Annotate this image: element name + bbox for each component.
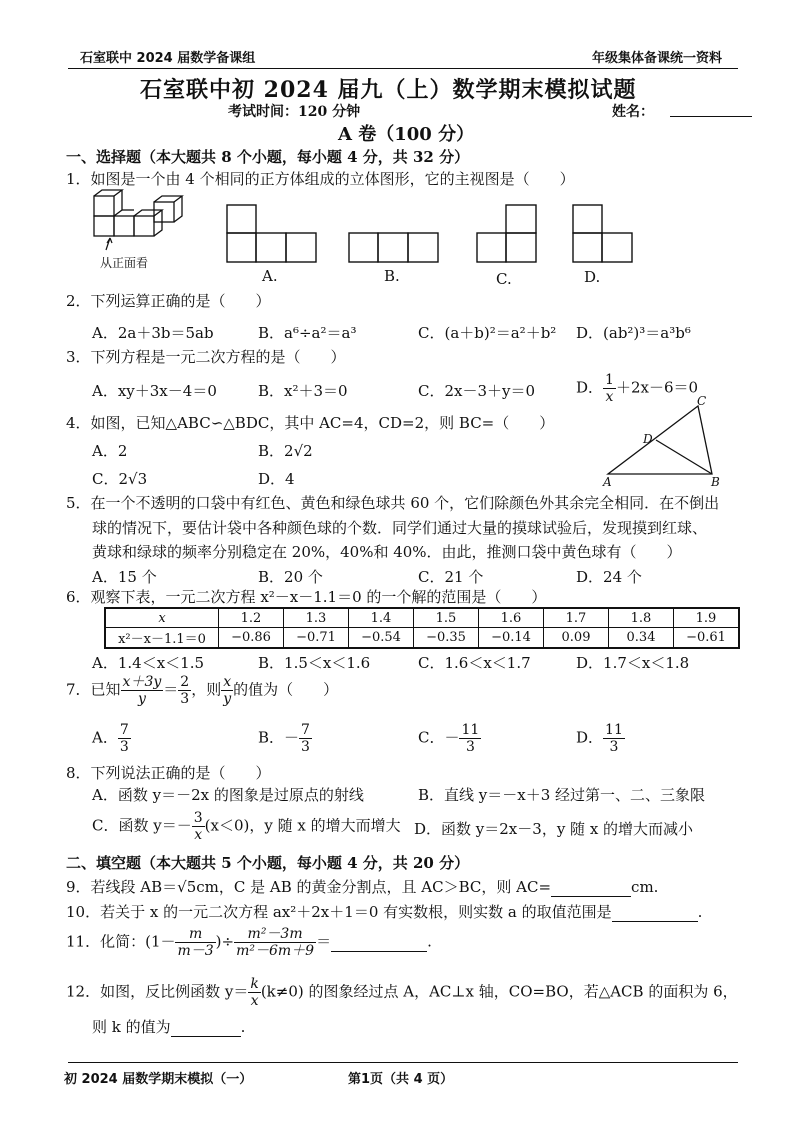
footer-page-number: 第1页（共 4 页） — [348, 1072, 454, 1087]
q4-point-c: C — [697, 394, 707, 408]
q3-option-b[interactable]: B．x²＋3＝0 — [258, 382, 348, 400]
table-cell: 1.2 — [219, 608, 284, 628]
q10-post: . — [697, 903, 703, 921]
name-blank[interactable] — [670, 116, 752, 117]
q7-d-den: 3 — [609, 739, 619, 755]
q12-line2-post: . — [240, 1018, 246, 1036]
q7-option-d[interactable] — [576, 722, 625, 755]
table-cell: 1.3 — [284, 608, 349, 628]
q8-stem: 8．下列说法正确的是（ ） — [66, 764, 271, 782]
table-cell: 0.09 — [544, 628, 609, 649]
q4-point-d: D — [643, 432, 653, 446]
q4-triangle-figure — [600, 396, 720, 484]
q11-end: . — [427, 932, 432, 951]
q6-value-table — [104, 607, 740, 649]
table-row — [105, 608, 739, 628]
q7-a-label: A． — [92, 728, 118, 747]
q1-option-a-figure — [226, 204, 318, 264]
q11-frac2-den: m²－6m＋9 — [236, 943, 315, 959]
q9-answer-blank[interactable] — [551, 878, 631, 897]
q7-stem — [66, 674, 338, 707]
header-rule — [68, 68, 738, 69]
exam-time: 考试时间：120 分钟 — [228, 104, 361, 120]
section-a-title: A 卷（100 分） — [338, 124, 475, 145]
q2-stem: 2．下列运算正确的是（ ） — [66, 292, 271, 310]
q7-b-label: B．－ — [258, 728, 300, 747]
q7-a-den: 3 — [119, 739, 129, 755]
q12-line2 — [92, 1016, 245, 1037]
q8-option-b[interactable]: B．直线 y＝－x＋3 经过第一、二、三象限 — [418, 786, 706, 804]
q11-answer-blank[interactable] — [331, 933, 427, 952]
table-cell: −0.86 — [219, 628, 284, 649]
table-cell: 1.4 — [349, 608, 414, 628]
q6-option-c[interactable]: C．1.6＜x＜1.7 — [418, 654, 531, 672]
q1-option-c-figure — [476, 204, 538, 264]
q7-frac2-num: 2 — [180, 674, 190, 690]
q11-frac1 — [175, 926, 215, 959]
table-cell: 1.6 — [479, 608, 544, 628]
q5-option-a[interactable]: A．15 个 — [92, 568, 157, 586]
q11-mid: )÷ — [215, 932, 235, 951]
q7-frac2 — [178, 674, 191, 707]
q5-line1: 5．在一个不透明的口袋中有红色、黄色和绿色球共 60 个，它们除颜色外其余完全相同．在不倒出 — [66, 494, 720, 512]
q7-b-num: 7 — [301, 722, 310, 738]
q8-c-num: 3 — [193, 810, 203, 826]
table-cell: −0.54 — [349, 628, 414, 649]
q2-option-c[interactable]: C．(a＋b)²＝a²＋b² — [418, 324, 557, 342]
q7-c-num: 11 — [461, 722, 480, 738]
table-cell: x²－x－1.1＝0 — [105, 628, 219, 649]
q5-option-d[interactable]: D．24 个 — [576, 568, 642, 586]
table-cell: 1.8 — [609, 608, 674, 628]
q7-post: 的值为（ ） — [233, 680, 339, 699]
q10 — [66, 901, 702, 922]
q7-a-frac — [118, 722, 131, 755]
q12-pre: 12．如图，反比例函数 y＝ — [66, 982, 249, 1001]
q11 — [66, 926, 432, 959]
q6-stem: 6．观察下表，一元二次方程 x²－x－1.1＝0 的一个解的范围是（ ） — [66, 588, 547, 606]
q7-a-num: 7 — [119, 722, 129, 738]
q5-line3: 黄球和绿球的频率分别稳定在 20%，40%和 40%．由此，推测口袋中黄色球有（ ） — [92, 543, 682, 561]
q7-c-den: 3 — [465, 739, 475, 755]
q12-line2-pre: 则 k 的值为 — [92, 1018, 171, 1036]
q1-option-a[interactable]: A. — [262, 267, 278, 285]
q1-option-b-figure — [348, 232, 440, 264]
q5-option-c[interactable]: C．21 个 — [418, 568, 484, 586]
q4-option-d[interactable]: D．4 — [258, 470, 295, 488]
table-cell: 0.34 — [609, 628, 674, 649]
q12-frac — [248, 976, 260, 1009]
q4-stem: 4．如图，已知△ABC∽△BDC，其中 AC=4，CD=2，则 BC=（ ） — [66, 414, 555, 432]
footer-left: 初 2024 届数学期末模拟（一） — [64, 1072, 253, 1087]
q4-option-a[interactable]: A．2 — [92, 442, 128, 460]
q7-d-frac — [603, 722, 625, 755]
q7-b-den: 3 — [301, 739, 310, 755]
table-cell: 1.9 — [674, 608, 740, 628]
header-right: 年级集体备课统一资料 — [592, 51, 723, 66]
q7-b-frac — [299, 722, 312, 755]
q7-c-label: C．－ — [418, 728, 460, 747]
q8-option-d[interactable]: D．函数 y＝2x－3，y 随 x 的增大而减小 — [414, 820, 694, 838]
q7-frac2-den: 3 — [180, 691, 190, 707]
q11-frac1-num: m — [175, 926, 215, 943]
table-row — [105, 628, 739, 649]
q8-c-pre: C．函数 y＝－ — [92, 816, 192, 835]
q11-frac1-den: m－3 — [177, 943, 214, 959]
q10-answer-blank[interactable] — [612, 903, 698, 922]
q10-pre: 10．若关于 x 的一元二次方程 ax²＋2x＋1＝0 有实数根，则实数 a 的取值范围是 — [66, 903, 612, 921]
q5-line2: 球的情况下，要估计袋中各种颜色球的个数．同学们通过大量的摸球试验后，发现摸到红球、 — [92, 519, 708, 537]
q12-line1 — [66, 976, 738, 1009]
q8-option-c[interactable] — [92, 810, 401, 843]
q12-post: (k≠0) 的图象经过点 A，AC⊥x 轴，CO=BO，若△ACB 的面积为 6， — [260, 982, 738, 1001]
part2-heading: 二、填空题（本大题共 5 个小题，每小题 4 分，共 20 分） — [66, 854, 470, 872]
q7-frac3-den: y — [223, 691, 232, 707]
q2-option-b[interactable]: B．a⁶÷a²＝a³ — [258, 324, 357, 342]
part1-heading: 一、选择题（本大题共 8 个小题，每小题 4 分，共 32 分） — [66, 148, 470, 166]
q7-option-c[interactable] — [418, 722, 481, 755]
q7-frac3 — [221, 674, 233, 707]
q8-c-den: x — [194, 827, 203, 843]
q1-stem: 1．如图是一个由 4 个相同的正方体组成的立体图形，它的主视图是（ ） — [66, 170, 575, 188]
q1-option-d[interactable]: D. — [584, 268, 601, 286]
q7-eq: ＝ — [163, 680, 179, 699]
table-cell: −0.35 — [414, 628, 479, 649]
q3-option-c[interactable]: C．2x－3＋y＝0 — [418, 382, 536, 400]
q7-option-a[interactable] — [92, 722, 131, 755]
q3-d-num: 1 — [605, 372, 614, 388]
q4-option-b[interactable]: B．2√2 — [258, 442, 313, 460]
table-cell: −0.14 — [479, 628, 544, 649]
q11-frac2 — [234, 926, 316, 959]
q11-eq: ＝ — [316, 932, 332, 951]
table-cell: x — [105, 608, 219, 628]
name-label: 姓名： — [612, 104, 654, 120]
q7-frac1-den: y — [137, 691, 146, 707]
q12-frac-num: k — [250, 976, 259, 992]
q7-c-frac — [459, 722, 481, 755]
q5-option-b[interactable]: B．20 个 — [258, 568, 323, 586]
q7-d-label: D． — [576, 728, 604, 747]
footer-rule — [68, 1062, 738, 1063]
q4-point-b: B — [711, 475, 720, 489]
q8-c-post: (x＜0)，y 随 x 的增大而增大 — [204, 816, 401, 835]
q9-post: cm. — [631, 878, 659, 896]
q6-option-a[interactable]: A．1.4＜x＜1.5 — [92, 654, 205, 672]
q11-frac2-num: m²－3m — [234, 926, 316, 943]
q6-option-d[interactable]: D．1.7＜x＜1.8 — [576, 654, 690, 672]
q9-pre: 9．若线段 AB＝√5cm，C 是 AB 的黄金分割点，且 AC＞BC，则 AC= — [66, 878, 552, 896]
q3-option-a[interactable]: A．xy＋3x－4＝0 — [92, 382, 217, 400]
q9 — [66, 876, 658, 897]
q1-view-label: 从正面看 — [100, 256, 149, 270]
page-title: 石室联中初 2024 届九（上）数学期末模拟试题 — [140, 77, 637, 103]
header-left: 石室联中 2024 届数学备课组 — [80, 51, 256, 66]
q2-option-a[interactable]: A．2a＋3b＝5ab — [92, 324, 214, 342]
q1-option-b[interactable]: B. — [384, 267, 400, 285]
q11-pre: 11．化简：(1－ — [66, 932, 176, 951]
q8-option-a[interactable]: A．函数 y＝－2x 的图象是过原点的射线 — [92, 786, 364, 804]
table-cell: −0.71 — [284, 628, 349, 649]
q3-d-rest: ＋2x－6＝0 — [615, 378, 699, 397]
q7-pre: 7．已知 — [66, 680, 121, 699]
q7-option-b[interactable] — [258, 722, 312, 755]
q7-frac1 — [121, 674, 164, 707]
q7-frac3-num: x — [221, 674, 233, 691]
table-cell: −0.61 — [674, 628, 740, 649]
q12-answer-blank[interactable] — [171, 1018, 241, 1037]
q4-point-a: A — [603, 475, 612, 489]
q3-stem: 3．下列方程是一元二次方程的是（ ） — [66, 348, 346, 366]
table-cell: 1.5 — [414, 608, 479, 628]
q7-frac1-num: x＋3y — [122, 674, 162, 690]
q3-d-den: x — [605, 389, 614, 405]
q7-d-num: 11 — [605, 722, 623, 738]
q1-option-c[interactable]: C. — [496, 270, 512, 288]
q7-mid: ，则 — [191, 680, 222, 699]
q1-option-d-figure — [572, 204, 634, 264]
q12-frac-den: x — [250, 993, 259, 1009]
q3-d-label: D． — [576, 378, 604, 397]
q6-option-b[interactable]: B．1.5＜x＜1.6 — [258, 654, 371, 672]
table-cell: 1.7 — [544, 608, 609, 628]
q8-c-frac — [192, 810, 205, 843]
q2-option-d[interactable]: D．(ab²)³＝a³b⁶ — [576, 324, 691, 342]
q4-option-c[interactable]: C．2√3 — [92, 470, 148, 488]
